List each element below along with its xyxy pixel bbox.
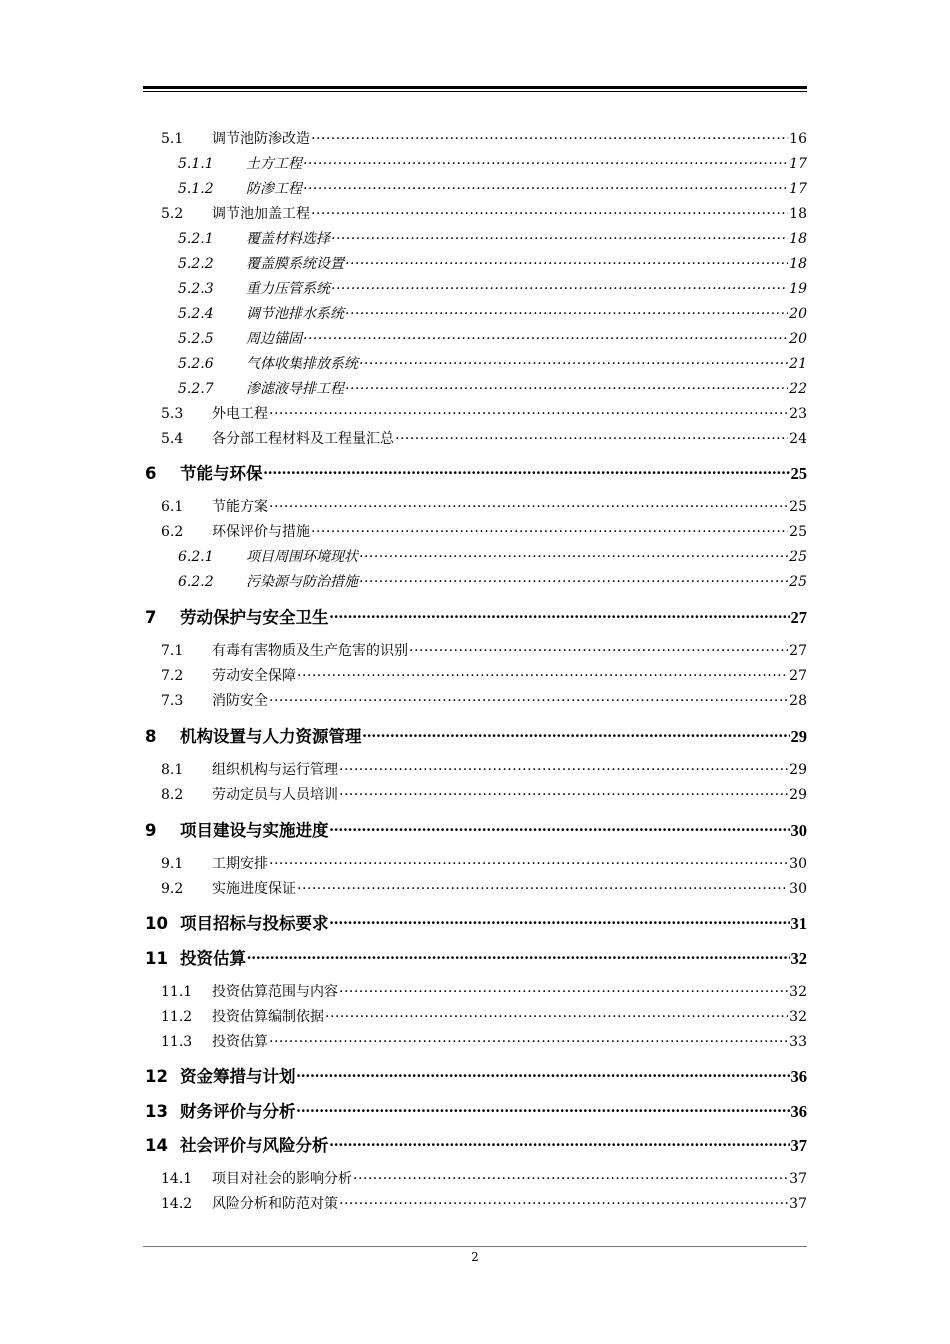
- toc-entry[interactable]: [143, 1098, 807, 1122]
- toc-entry-number: 14.1: [161, 1171, 193, 1187]
- toc-entry-title: 调节池加盖工程: [212, 206, 310, 222]
- toc-entry-page: 18: [789, 206, 807, 222]
- toc-entry[interactable]: [143, 546, 807, 566]
- toc-entry-title: 覆盖膜系统设置: [246, 256, 344, 272]
- toc-entry[interactable]: [143, 153, 807, 173]
- toc-entry-title: 组织机构与运行管理: [212, 762, 338, 778]
- toc-entry[interactable]: [143, 640, 807, 660]
- toc-entry-number: 11: [145, 949, 168, 968]
- toc-dot-leader: [325, 1007, 788, 1021]
- toc-dot-leader: [331, 229, 788, 243]
- toc-entry-page: 32: [789, 1009, 807, 1025]
- toc-entry-title: 土方工程: [246, 156, 302, 172]
- toc-entry[interactable]: [143, 981, 807, 1001]
- footer-rule: [143, 1246, 807, 1247]
- toc-entry[interactable]: [143, 178, 807, 198]
- toc-dot-leader: [359, 547, 788, 561]
- toc-entry-number: 13: [145, 1102, 168, 1121]
- toc-entry-page: 25: [789, 524, 807, 540]
- toc-dot-leader: [311, 522, 788, 536]
- toc-entry[interactable]: [143, 853, 807, 873]
- toc-entry-title: 项目招标与投标要求: [180, 914, 329, 933]
- toc-entry-page: 30: [789, 856, 807, 872]
- toc-entry-number: 12: [145, 1067, 168, 1086]
- toc-entry-title: 劳动定员与人员培训: [212, 787, 338, 803]
- toc-entry[interactable]: [143, 945, 807, 969]
- toc-entry-number: 6.1: [161, 499, 184, 515]
- toc-entry-page: 25: [789, 549, 807, 565]
- toc-entry-page: 17: [789, 181, 807, 197]
- toc-entry-title: 周边锚固: [246, 331, 302, 347]
- toc-entry-title: 污染源与防治措施: [246, 574, 358, 590]
- toc-dot-leader: [311, 204, 788, 218]
- toc-dot-leader: [331, 279, 788, 293]
- toc-entry-number: 5.2.7: [178, 381, 214, 397]
- toc-entry[interactable]: [143, 228, 807, 248]
- toc-entry[interactable]: [143, 1132, 807, 1156]
- toc-dot-leader: [339, 1194, 788, 1208]
- toc-entry[interactable]: [143, 604, 807, 628]
- toc-entry-page: 29: [789, 762, 807, 778]
- toc-entry[interactable]: [143, 1006, 807, 1026]
- toc-dot-leader: [345, 254, 788, 268]
- toc-dot-leader: [311, 129, 788, 143]
- toc-entry-title: 有毒有害物质及生产危害的识别: [212, 643, 408, 659]
- toc-entry-page: 17: [789, 156, 807, 172]
- toc-entry-page: 22: [789, 381, 807, 397]
- toc-entry-number: 5.3: [161, 406, 184, 422]
- toc-entry-number: 14.2: [161, 1196, 193, 1212]
- toc-entry-number: 5.2.5: [178, 331, 214, 347]
- toc-dot-leader: [269, 404, 788, 418]
- toc-entry-page: 19: [789, 281, 807, 297]
- toc-entry[interactable]: [143, 378, 807, 398]
- toc-entry-number: 6.2.2: [178, 574, 214, 590]
- toc-dot-leader: [247, 948, 790, 965]
- toc-entry-title: 投资估算范围与内容: [212, 984, 338, 1000]
- toc-entry[interactable]: [143, 521, 807, 541]
- toc-entry-number: 5.1.1: [178, 156, 214, 172]
- toc-entry[interactable]: [143, 496, 807, 516]
- toc-entry-title: 渗滤液导排工程: [246, 381, 344, 397]
- toc-entry-title: 投资估算: [180, 949, 246, 968]
- toc-dot-leader: [297, 666, 788, 680]
- toc-entry-page: 31: [790, 914, 807, 933]
- toc-dot-leader: [303, 329, 788, 343]
- toc-entry-title: 消防安全: [212, 693, 268, 709]
- toc-entry-number: 5.2.2: [178, 256, 214, 272]
- toc-entry-number: 7.2: [161, 668, 184, 684]
- toc-entry-number: 5.4: [161, 431, 184, 447]
- toc-entry[interactable]: [143, 723, 807, 747]
- toc-dot-leader: [303, 154, 788, 168]
- toc-entry-title: 项目对社会的影响分析: [212, 1171, 352, 1187]
- toc-entry-page: 27: [790, 608, 807, 627]
- toc-entry-number: 9.2: [161, 881, 184, 897]
- toc-entry-number: 5.2.3: [178, 281, 214, 297]
- toc-dot-leader: [345, 304, 788, 318]
- toc-entry-number: 5.2.6: [178, 356, 214, 372]
- toc-entry-number: 11.1: [161, 984, 193, 1000]
- toc-dot-leader: [345, 379, 788, 393]
- toc-entry-number: 5.2: [161, 206, 184, 222]
- toc-entry-title: 节能与环保: [180, 464, 263, 483]
- toc-entry-page: 25: [790, 464, 807, 483]
- toc-entry-number: 7: [145, 608, 157, 627]
- toc-entry-page: 27: [789, 668, 807, 684]
- toc-entry-number: 6: [145, 464, 157, 483]
- toc-entry-number: 8.2: [161, 787, 184, 803]
- toc-entry-number: 5.2.1: [178, 231, 214, 247]
- toc-entry[interactable]: [143, 759, 807, 779]
- toc-dot-leader: [339, 760, 788, 774]
- toc-entry-page: 25: [789, 574, 807, 590]
- toc-entry[interactable]: [143, 253, 807, 273]
- toc-entry-number: 5.1: [161, 131, 184, 147]
- toc-entry[interactable]: [143, 1168, 807, 1188]
- toc-entry[interactable]: [143, 353, 807, 373]
- toc-entry-title: 环保评价与措施: [212, 524, 310, 540]
- toc-entry-number: 9: [145, 821, 157, 840]
- toc-entry-title: 调节池防渗改造: [212, 131, 310, 147]
- toc-entry-number: 6.2: [161, 524, 184, 540]
- toc-entry-page: 37: [789, 1196, 807, 1212]
- toc-dot-leader: [330, 913, 790, 930]
- toc-dot-leader: [269, 497, 788, 511]
- toc-dot-leader: [339, 982, 788, 996]
- toc-entry-number: 10: [145, 914, 168, 933]
- toc-entry[interactable]: [143, 878, 807, 898]
- toc-entry-page: 29: [789, 787, 807, 803]
- toc-dot-leader: [363, 726, 790, 743]
- toc-dot-leader: [339, 785, 788, 799]
- toc-dot-leader: [359, 354, 788, 368]
- toc-entry-page: 21: [789, 356, 807, 372]
- toc-entry-page: 16: [789, 131, 807, 147]
- toc-entry[interactable]: [143, 328, 807, 348]
- toc-entry[interactable]: [143, 1063, 807, 1087]
- toc-entry[interactable]: [143, 784, 807, 804]
- toc-entry-page: 29: [790, 727, 807, 746]
- toc-dot-leader: [303, 179, 788, 193]
- toc-dot-leader: [330, 1135, 790, 1152]
- toc-entry-title: 外电工程: [212, 406, 268, 422]
- toc-entry-number: 7.1: [161, 643, 184, 659]
- toc-entry[interactable]: [143, 1031, 807, 1051]
- toc-entry[interactable]: [143, 278, 807, 298]
- toc-entry-number: 8: [145, 727, 157, 746]
- toc-entry-page: 33: [789, 1034, 807, 1050]
- toc-entry-page: 27: [789, 643, 807, 659]
- toc-entry-page: 37: [790, 1136, 807, 1155]
- toc-entry-title: 项目周围环境现状: [246, 549, 358, 565]
- toc-entry[interactable]: [143, 403, 807, 423]
- toc-entry-page: 20: [789, 306, 807, 322]
- toc-dot-leader: [330, 607, 790, 624]
- toc-entry-number: 14: [145, 1136, 168, 1155]
- toc-entry-page: 25: [789, 499, 807, 515]
- toc-entry-title: 实施进度保证: [212, 881, 296, 897]
- toc-dot-leader: [395, 429, 788, 443]
- toc-entry-number: 5.1.2: [178, 181, 214, 197]
- toc-entry-page: 20: [789, 331, 807, 347]
- toc-entry-title: 调节池排水系统: [246, 306, 344, 322]
- toc-entry-title: 项目建设与实施进度: [180, 821, 329, 840]
- toc-entry-title: 社会评价与风险分析: [180, 1136, 329, 1155]
- toc-dot-leader: [330, 820, 790, 837]
- toc-entry-page: 32: [789, 984, 807, 1000]
- toc-entry-page: 36: [790, 1067, 807, 1086]
- toc-entry-title: 投资估算: [212, 1034, 268, 1050]
- toc-entry-title: 覆盖材料选择: [246, 231, 330, 247]
- toc-entry-number: 7.3: [161, 693, 184, 709]
- toc-entry-number: 9.1: [161, 856, 184, 872]
- toc-entry-number: 8.1: [161, 762, 184, 778]
- header-rule: [143, 86, 807, 89]
- toc-entry-title: 机构设置与人力资源管理: [180, 727, 362, 746]
- toc-entry-page: 18: [789, 256, 807, 272]
- toc-entry-page: 18: [789, 231, 807, 247]
- toc-entry-title: 防渗工程: [246, 181, 302, 197]
- toc-dot-leader: [353, 1169, 788, 1183]
- toc-entry-number: 11.2: [161, 1009, 193, 1025]
- toc-entry-title: 节能方案: [212, 499, 268, 515]
- toc-dot-leader: [269, 691, 788, 705]
- toc-entry-title: 劳动保护与安全卫生: [180, 608, 329, 627]
- toc-dot-leader: [297, 1101, 790, 1118]
- toc-entry-page: 32: [790, 949, 807, 968]
- toc-entry[interactable]: [143, 817, 807, 841]
- toc-entry-page: 24: [789, 431, 807, 447]
- page-number: 2: [471, 1250, 479, 1264]
- toc-dot-leader: [264, 463, 790, 480]
- toc-entry-number: 6.2.1: [178, 549, 214, 565]
- toc-entry[interactable]: [143, 460, 807, 484]
- toc-entry-number: 5.2.4: [178, 306, 214, 322]
- toc-dot-leader: [359, 572, 788, 586]
- toc-entry-title: 劳动安全保障: [212, 668, 296, 684]
- toc-entry-title: 重力压管系统: [246, 281, 330, 297]
- toc-entry[interactable]: [143, 665, 807, 685]
- toc-entry[interactable]: [143, 571, 807, 591]
- toc-entry-page: 23: [789, 406, 807, 422]
- toc-entry-title: 气体收集排放系统: [246, 356, 358, 372]
- toc-entry-page: 28: [789, 693, 807, 709]
- toc-entry-number: 11.3: [161, 1034, 193, 1050]
- toc-entry-page: 30: [790, 821, 807, 840]
- toc-entry[interactable]: [143, 303, 807, 323]
- toc-dot-leader: [297, 1066, 790, 1083]
- toc-entry-title: 资金筹措与计划: [180, 1067, 296, 1086]
- toc-entry[interactable]: [143, 690, 807, 710]
- toc-dot-leader: [269, 854, 788, 868]
- toc-entry-title: 工期安排: [212, 856, 268, 872]
- toc-dot-leader: [409, 641, 788, 655]
- toc-entry-title: 风险分析和防范对策: [212, 1196, 338, 1212]
- toc-entry[interactable]: [143, 428, 807, 448]
- toc-entry[interactable]: [143, 1193, 807, 1213]
- toc-entry-page: 37: [789, 1171, 807, 1187]
- toc-entry-title: 财务评价与分析: [180, 1102, 296, 1121]
- toc-entry-page: 36: [790, 1102, 807, 1121]
- toc-entry-title: 各分部工程材料及工程量汇总: [212, 431, 394, 447]
- toc-dot-leader: [269, 1032, 788, 1046]
- toc-dot-leader: [297, 879, 788, 893]
- toc-entry[interactable]: [143, 203, 807, 223]
- toc-entry[interactable]: [143, 128, 807, 148]
- toc-entry[interactable]: [143, 910, 807, 934]
- toc-entry-page: 30: [789, 881, 807, 897]
- header-rule-thin: [143, 91, 807, 92]
- toc-entry-title: 投资估算编制依据: [212, 1009, 324, 1025]
